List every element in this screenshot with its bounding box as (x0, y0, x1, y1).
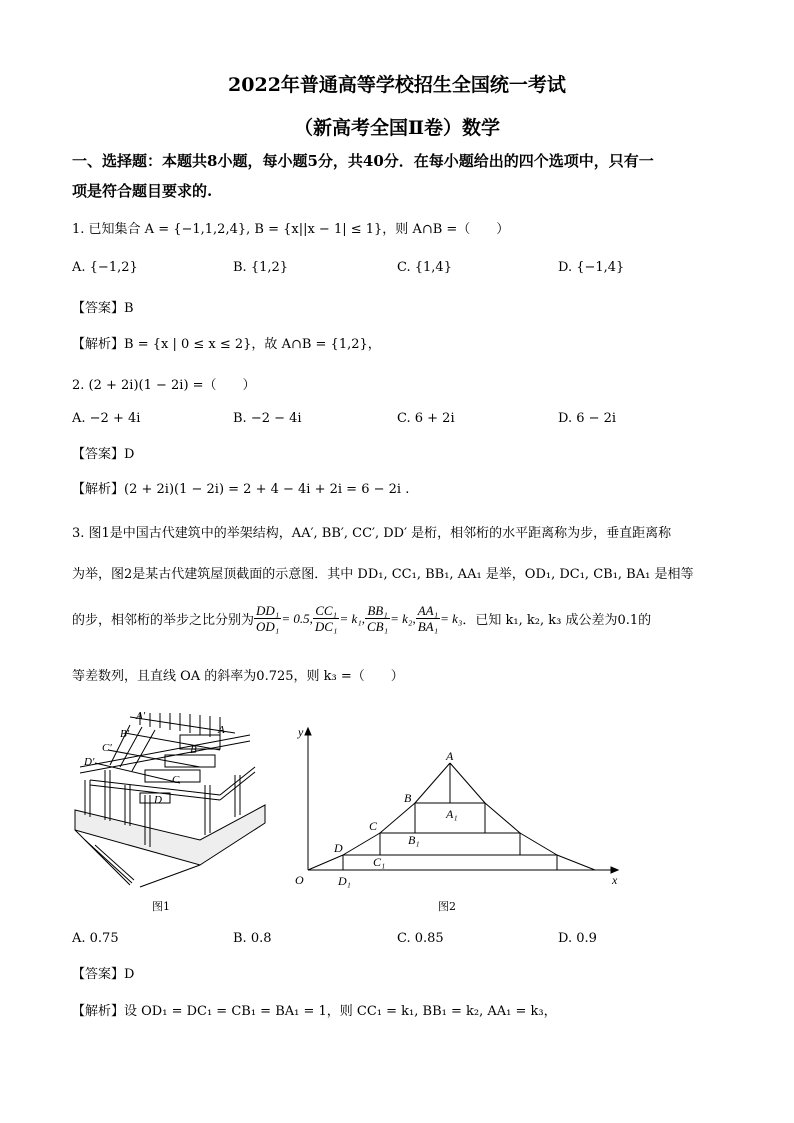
fig1-label: A′ (136, 710, 146, 722)
figure2-roof-section (290, 718, 635, 893)
q2-option-a: A. −2 + 4i (72, 411, 141, 426)
fig2-point-a: A (446, 749, 454, 763)
analysis-label: 【解析】 (72, 337, 125, 352)
fig2-point-b: B (404, 791, 412, 805)
fig1-label: C (172, 774, 180, 786)
q1-option-b: B. {1,2} (233, 260, 289, 275)
q2-stem: 2. (2 + 2i)(1 − 2i) =（ ） (72, 378, 256, 393)
frac-tail: = k₁, (339, 610, 365, 626)
q3-line3 (72, 603, 651, 634)
q3-line3-lead: 的步，相邻桁的举步之比分别为 (72, 613, 255, 628)
q1-option-c: C. {1,4} (397, 260, 452, 275)
fig2-point-c: C (369, 819, 378, 833)
fig2-point-c1: C₁ (373, 855, 386, 869)
q1-analysis-text: B = {x | 0 ≤ x ≤ 2}，故 A∩B = {1,2}， (124, 337, 381, 352)
q3-option-b: B. 0.8 (233, 931, 272, 946)
frac-tail: = 0.5, (281, 610, 313, 626)
q2-option-d: D. 6 − 2i (558, 411, 617, 426)
q2-answer (72, 443, 134, 462)
frac-bb1-cb1: $\frac{\text{BB₁}}{\text{CB₁}}$ (367, 603, 389, 634)
q3-analysis-text: 设 OD₁ = DC₁ = CB₁ = BA₁ = 1，则 CC₁ = k₁, BB₁ = k₂, AA₁ = k₃， (124, 1004, 557, 1019)
q1-answer-value: B (124, 301, 134, 316)
fig2-origin: O (295, 873, 304, 887)
q2-analysis (72, 478, 409, 497)
fig1-label: D (154, 794, 162, 806)
analysis-label: 【解析】 (72, 482, 125, 497)
page-subtitle: （新高考全国Ⅱ卷）数学 (293, 117, 500, 139)
frac-aa1-ba1: $\frac{\text{AA₁}}{\text{BA₁}}$ (417, 603, 439, 634)
q2-answer-value: D (124, 447, 135, 462)
fig1-label: A (218, 724, 225, 736)
q2-option-b: B. −2 − 4i (233, 411, 302, 426)
fig2-point-a1: A₁ (446, 807, 458, 821)
fig2-axis-y: y (298, 725, 304, 739)
q3-option-d: D. 0.9 (558, 931, 597, 946)
section-heading-line1: 一、选择题：本题共8小题，每小题5分，共40分．在每小题给出的四个选项中，只有一 (72, 152, 654, 170)
q1-analysis (72, 333, 381, 352)
answer-label: 【答案】 (72, 301, 125, 316)
q2-analysis-text: (2 + 2i)(1 − 2i) = 2 + 4 − 4i + 2i = 6 − 2i . (124, 482, 410, 497)
q3-line2: 为举，图2是某古代建筑屋顶截面的示意图．其中 DD₁, CC₁, BB₁, AA₁ 是举，OD₁, DC₁, CB₁, BA₁ 是相等 (72, 567, 694, 582)
figure1-caption: 图1 (152, 900, 170, 913)
fig1-label: B′ (120, 728, 130, 740)
fig1-label: D′ (84, 756, 95, 768)
q1-stem: 1. 已知集合 A = {−1,1,2,4}, B = {x||x − 1| ≤ 1}，则 A∩B =（ ） (72, 222, 510, 237)
figure1-roof-frame (70, 705, 270, 890)
q3-answer-value: D (124, 967, 135, 982)
fig2-axis-x: x (612, 873, 618, 887)
frac-dd1-od1: $\frac{\text{DD₁}}{\text{OD₁}}$ (256, 603, 280, 634)
section-heading-line2: 项是符合题目要求的. (72, 182, 213, 200)
answer-label: 【答案】 (72, 447, 125, 462)
q3-line1: 3. 图1是中国古代建筑中的举架结构，AA′, BB′, CC′, DD′ 是桁，相邻桁的水平距离称为步，垂直距离称 (72, 526, 672, 541)
figure2-caption: 图2 (438, 900, 456, 913)
q3-option-a: A. 0.75 (72, 931, 119, 946)
q3-line4: 等差数列，且直线 OA 的斜率为0.725，则 k₃ =（ ） (72, 669, 404, 684)
frac-tail: = k₃ (440, 610, 463, 626)
fig2-point-d1: D₁ (338, 874, 351, 888)
q1-option-d: D. {−1,4} (558, 260, 625, 275)
fig2-point-d: D (334, 841, 343, 855)
q3-analysis (72, 1000, 557, 1019)
q3-option-c: C. 0.85 (397, 931, 444, 946)
frac-tail: = k₂, (390, 610, 416, 626)
fig1-label: C′ (102, 742, 112, 754)
q2-option-c: C. 6 + 2i (397, 411, 455, 426)
fig1-label: B (190, 744, 197, 756)
q1-answer (72, 297, 134, 316)
page-title: 2022年普通高等学校招生全国统一考试 (228, 74, 566, 96)
analysis-label: 【解析】 (72, 1004, 125, 1019)
frac-cc1-dc1: $\frac{\text{CC₁}}{\text{DC₁}}$ (314, 603, 338, 634)
fig2-point-b1: B₁ (408, 833, 420, 847)
q1-option-a: A. {−1,2} (72, 260, 138, 275)
q3-line3-end: ．已知 k₁, k₂, k₃ 成公差为0.1的 (462, 613, 652, 628)
q3-answer (72, 963, 134, 982)
answer-label: 【答案】 (72, 967, 125, 982)
